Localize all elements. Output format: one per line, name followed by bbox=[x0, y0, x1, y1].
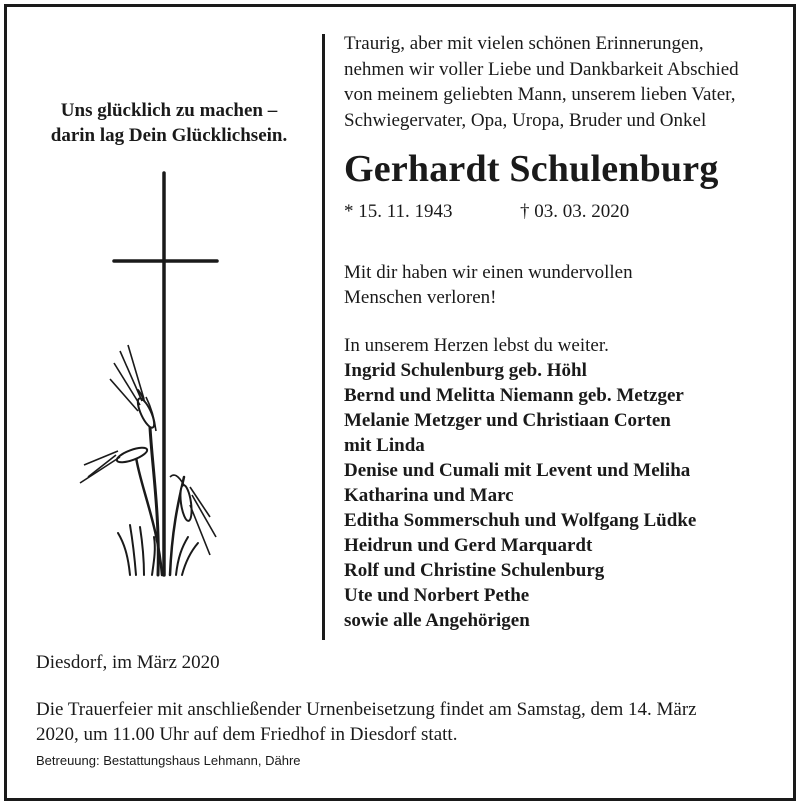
funeral-line: Die Trauerfeier mit anschließender Urnenbeisetzung findet am Samstag, dem 14. März bbox=[36, 699, 697, 720]
death-date: † 03. 03. 2020 bbox=[520, 201, 630, 222]
place-date: Diesdorf, im März 2020 bbox=[36, 652, 220, 673]
mourner-name: Ingrid Schulenburg geb. Höhl bbox=[344, 360, 587, 381]
mourner-name: Heidrun und Gerd Marquardt bbox=[344, 535, 593, 556]
cross-with-wheat-icon bbox=[70, 165, 240, 590]
mourner-name: Editha Sommerschuh und Wolfgang Lüdke bbox=[344, 510, 697, 531]
care-credit: Betreuung: Bestattungshaus Lehmann, Dähre bbox=[36, 753, 301, 768]
lost-line: Menschen verloren! bbox=[344, 287, 497, 308]
deceased-name: Gerhardt Schulenburg bbox=[344, 148, 719, 190]
funeral-line: 2020, um 11.00 Uhr auf dem Friedhof in Diesdorf statt. bbox=[36, 724, 458, 745]
mourners-intro: In unserem Herzen lebst du weiter. bbox=[344, 335, 609, 356]
mourner-name: mit Linda bbox=[344, 435, 425, 456]
intro-line: von meinem geliebten Mann, unserem lieben Vater, bbox=[344, 84, 736, 105]
mourner-name: Ute und Norbert Pethe bbox=[344, 585, 530, 606]
motto bbox=[24, 98, 314, 148]
funeral-info bbox=[36, 697, 776, 747]
mourner-name: Denise und Cumali mit Levent und Meliha bbox=[344, 460, 691, 481]
lost-text bbox=[344, 260, 774, 310]
motto-line: darin lag Dein Glücklichsein. bbox=[50, 125, 288, 146]
lost-line: Mit dir haben wir einen wundervollen bbox=[344, 262, 633, 283]
birth-date: * 15. 11. 1943 bbox=[344, 201, 453, 222]
life-dates bbox=[344, 200, 774, 224]
mourner-name: Bernd und Melitta Niemann geb. Metzger bbox=[344, 385, 684, 406]
motto-line: Uns glücklich zu machen – bbox=[60, 100, 278, 121]
mourner-name: Rolf und Christine Schulenburg bbox=[344, 560, 605, 581]
intro-text bbox=[344, 31, 774, 133]
mourners-list bbox=[344, 358, 774, 633]
intro-line: nehmen wir voller Liebe und Dankbarkeit Abschied bbox=[344, 58, 739, 80]
mourner-name: sowie alle Angehörigen bbox=[344, 610, 530, 631]
mourner-name: Melanie Metzger und Christiaan Corten bbox=[344, 410, 671, 431]
mourner-name: Katharina und Marc bbox=[344, 485, 514, 506]
intro-line: Traurig, aber mit vielen schönen Erinnerungen, bbox=[344, 33, 704, 54]
intro-line: Schwiegervater, Opa, Uropa, Bruder und Onkel bbox=[344, 109, 707, 131]
vertical-divider bbox=[322, 34, 325, 640]
